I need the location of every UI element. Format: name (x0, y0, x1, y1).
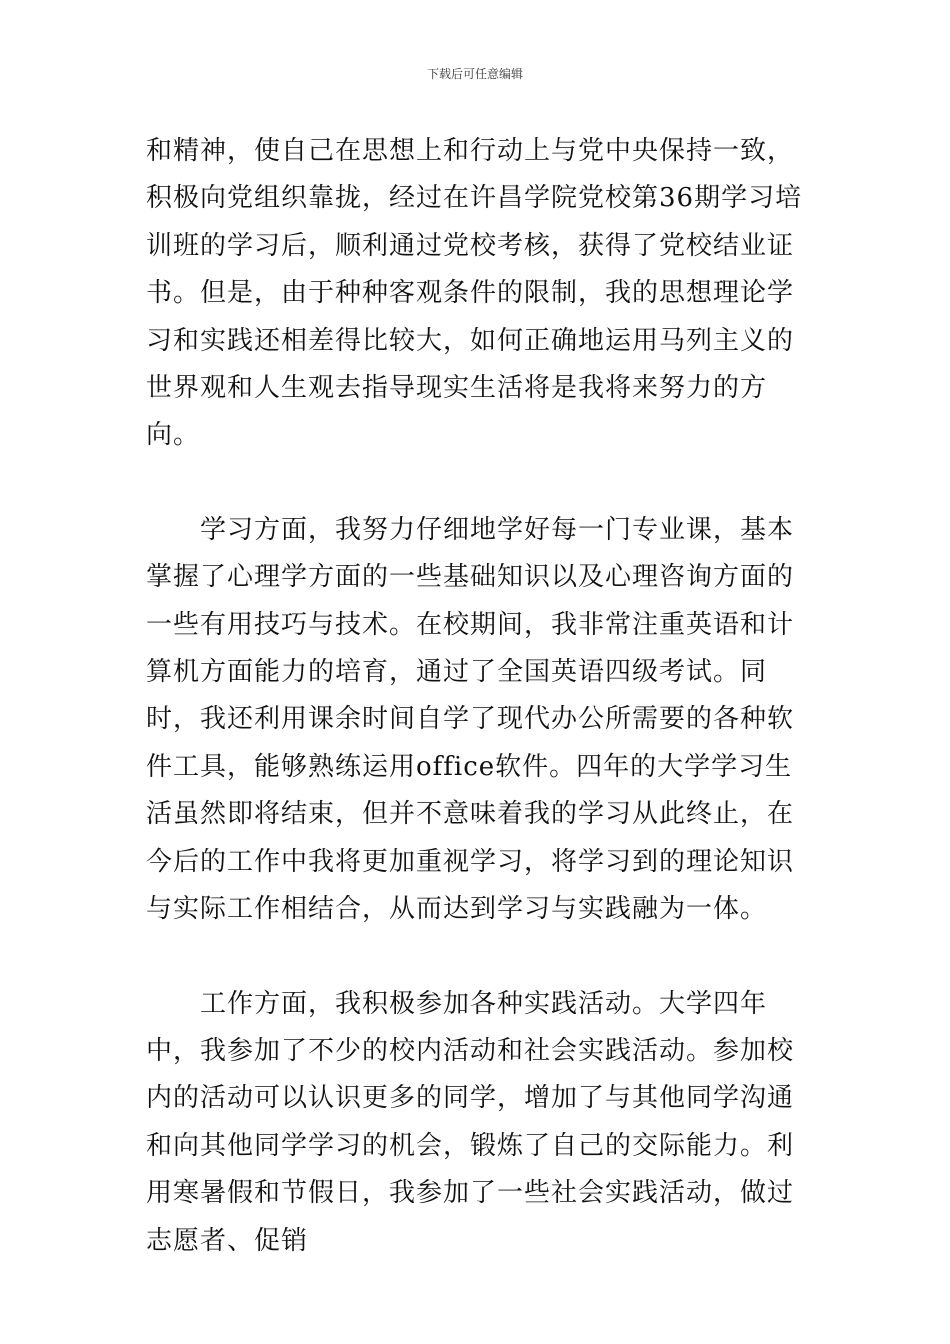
paragraph-work: 工作方面，我积极参加各种实践活动。大学四年中，我参加了不少的校内活动和社会实践活动。参加校内的活动可以认识更多的同学，增加了与其他同学沟通和向其他同学学习的机会，锻炼了自己的交际能力。利用寒暑假和节假日，我参加了一些社会实践活动，做过志愿者、促销 (146, 988, 795, 1256)
page-header: 下载后可任意编辑 (426, 67, 523, 81)
paragraph-continuation: 和精神，使自己在思想上和行动上与党中央保持一致，积极向党组织靠拢，经过在许昌学院党校第36期学习培训班的学习后，顺利通过党校考核，获得了党校结业证书。但是，由于种种客观条件的限制，我的思想理论学习和实践还相差得比较大，如何正确地运用马列主义的世界观和人生观去指导现实生活将是我将来努力的方向。 (146, 136, 803, 451)
document-body (146, 128, 810, 1265)
paragraph-study: 学习方面，我努力仔细地学好每一门专业课，基本掌握了心理学方面的一些基础知识以及心理咨询方面的一些有用技巧与技术。在校期间，我非常注重英语和计算机方面能力的培育，通过了全国英语四级考试。同时，我还利用课余时间自学了现代办公所需要的各种软件工具，能够熟练运用office软件。四年的大学学习生活虽然即将结束，但并不意味着我的学习从此终止，在今后的工作中我将更加重视学习，将学习到的理论知识与实际工作相结合，从而达到学习与实践融为一体。 (146, 514, 795, 925)
